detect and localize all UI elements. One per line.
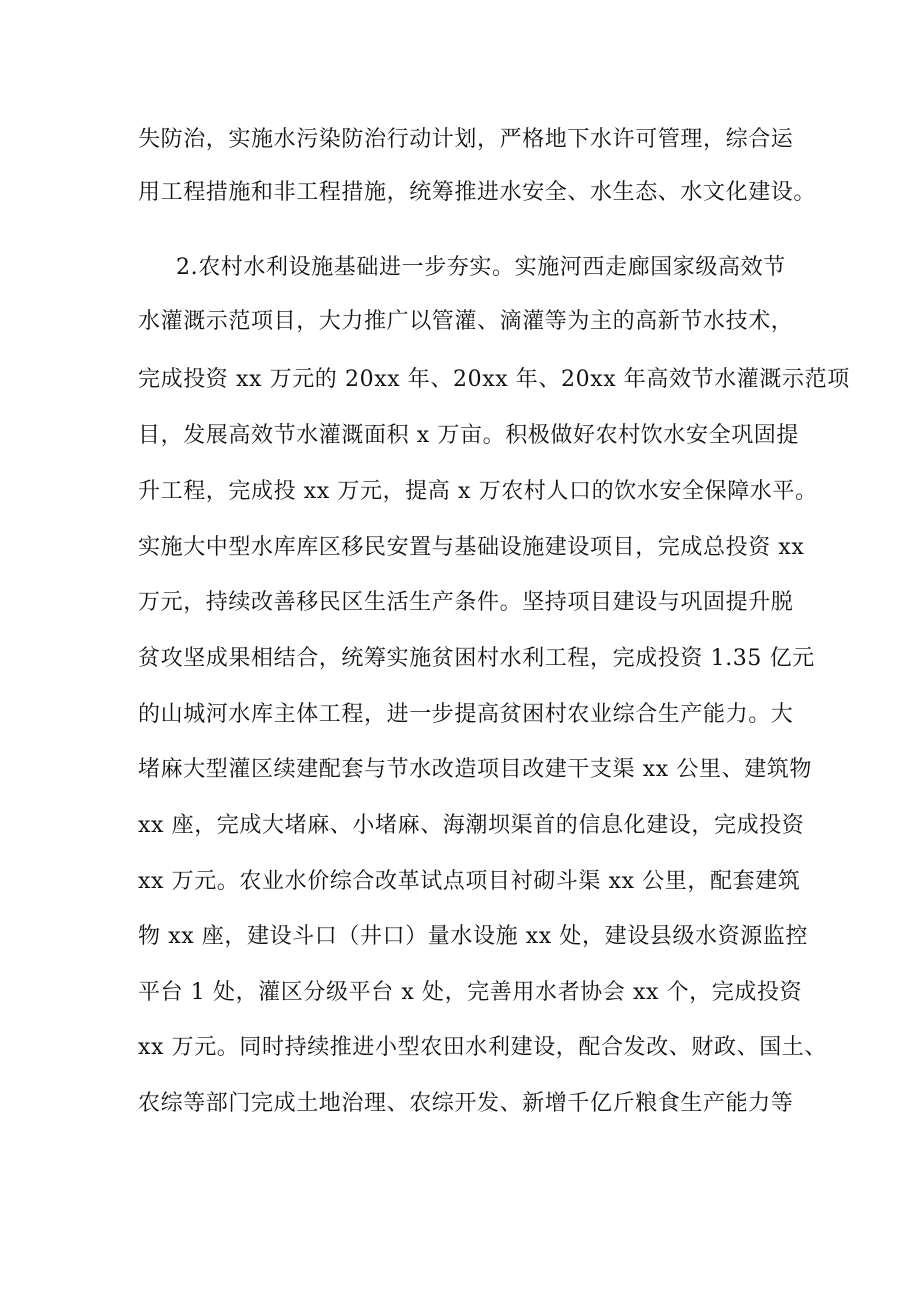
text-line: 堵麻大型灌区续建配套与节水改造项目改建干支渠 xx 公里、建筑物 xyxy=(138,757,813,782)
text-line: 平台 1 处，灌区分级平台 x 处，完善用水者协会 xx 个，完成投资 xyxy=(138,980,803,1005)
text-line: 完成投资 xx 万元的 20xx 年、20xx 年、20xx 年高效节水灌溉示范项 xyxy=(138,367,850,392)
text-line: 物 xx 座，建设斗口（井口）量水设施 xx 处，建设县级水资源监控 xyxy=(138,924,809,949)
text-line: 实施大中型水库库区移民安置与基础设施建设项目，完成总投资 xx xyxy=(138,535,805,560)
text-line: xx 万元。农业水价综合改革试点项目衬砌斗渠 xx 公里，配套建筑 xyxy=(138,869,801,894)
text-line: 水灌溉示范项目，大力推广以管灌、滴灌等为主的高新节水技术， xyxy=(138,309,794,334)
text-line: 农综等部门完成土地治理、农综开发、新增千亿斤粮食生产能力等 xyxy=(138,1091,794,1116)
text-line: 升工程，完成投 xx 万元，提高 x 万农村人口的饮水安全保障水平。 xyxy=(138,479,818,504)
text-line: 失防治，实施水污染防治行动计划，严格地下水许可管理，综合运 xyxy=(138,127,794,152)
text-line: 万元，持续改善移民区生活生产条件。坚持项目建设与巩固提升脱 xyxy=(138,590,794,615)
text-line: xx 万元。同时持续推进小型农田水利建设，配合发改、财政、国土、 xyxy=(138,1035,828,1060)
text-line: 用工程措施和非工程措施，统筹推进水安全、水生态、水文化建设。 xyxy=(138,180,817,205)
paragraph-heading-line: 2.农村水利设施基础进一步夯实。实施河西走廊国家级高效节 xyxy=(176,255,786,280)
text-line: 贫攻坚成果相结合，统筹实施贫困村水利工程，完成投资 1.35 亿元 xyxy=(138,646,815,671)
text-line: xx 座，完成大堵麻、小堵麻、海潮坝渠首的信息化建设，完成投资 xyxy=(138,813,805,838)
text-line: 的山城河水库主体工程，进一步提高贫困村农业综合生产能力。大 xyxy=(138,702,794,727)
text-line: 目，发展高效节水灌溉面积 x 万亩。积极做好农村饮水安全巩固提 xyxy=(138,423,799,448)
